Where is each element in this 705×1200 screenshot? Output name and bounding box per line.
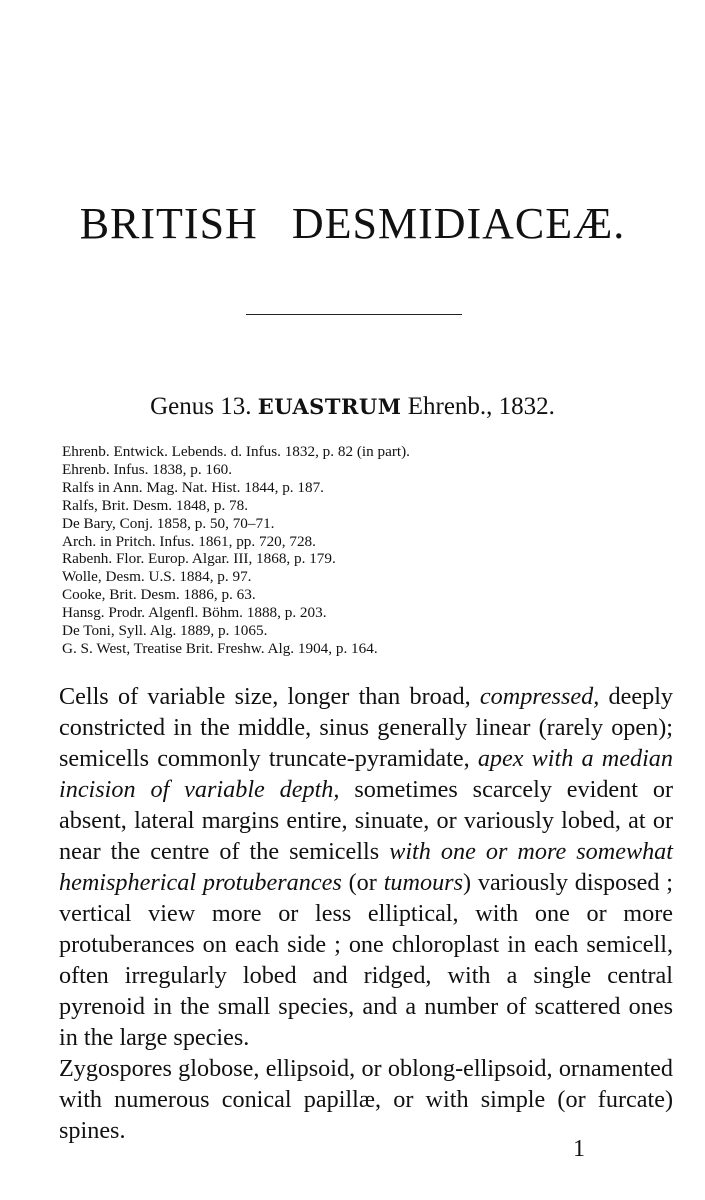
- zygospore-paragraph: Zygospores globose, ellipsoid, or oblong-ellipsoid, ornamented with numerous conical papillæ, or with simple (or furcate) spines.: [59, 1055, 673, 1144]
- italic-run: apex with a median incision of variable depth,: [59, 745, 673, 803]
- genus-author: Ehrenb., 1832.: [407, 393, 555, 420]
- reference-item: G. S. West, Treatise Brit. Freshw. Alg. 1904, p. 164.: [62, 639, 378, 657]
- reference-item: Cooke, Brit. Desm. 1886, p. 63.: [62, 586, 256, 604]
- reference-item: Arch. in Pritch. Infus. 1861, pp. 720, 728.: [62, 532, 316, 550]
- description-paragraph: [59, 681, 673, 1053]
- description-text: [59, 681, 673, 1146]
- reference-item: Ralfs, Brit. Desm. 1848, p. 78.: [62, 496, 249, 514]
- reference-item: Ehrenb. Infus. 1838, p. 160.: [62, 460, 232, 478]
- page-number: 1: [573, 1136, 585, 1162]
- title-divider: [246, 314, 462, 315]
- genus-prefix: Genus 13.: [150, 393, 252, 420]
- reference-item: Hansg. Prodr. Algenfl. Böhm. 1888, p. 203.: [62, 604, 327, 622]
- genus-heading: [0, 393, 705, 421]
- genus-name: EUASTRUM: [257, 394, 402, 419]
- text-run: (or: [348, 869, 377, 896]
- text-run: deeply constricted in the middle, sinus generally linear (rarely open); semicells commonly truncate-pyramidate,: [59, 683, 674, 772]
- italic-run: with one or more somewhat hemispherical protuberances: [59, 838, 673, 896]
- reference-item: De Toni, Syll. Alg. 1889, p. 1065.: [62, 622, 268, 640]
- text-run: ) variously disposed ; vertical view more or less elliptical, with one or more protuberances on each side ; one chloroplast in each semicell, often irregularly lobed and ridged, with a single central pyrenoid in the small species, and a number of scattered ones in the large species.: [59, 869, 674, 1051]
- reference-item: Wolle, Desm. U.S. 1884, p. 97.: [62, 568, 252, 586]
- italic-run: compressed,: [479, 683, 600, 710]
- text-run: sometimes scarcely evident or absent, lateral margins entire, sinuate, or variously lobed, at or near the centre of the semicells: [59, 776, 674, 865]
- reference-item: Rabenh. Flor. Europ. Algar. III, 1868, p. 179.: [62, 550, 336, 568]
- text-run: Cells of variable size, longer than broad,: [59, 683, 471, 710]
- italic-run: tumours: [383, 869, 463, 896]
- reference-item: Ralfs in Ann. Mag. Nat. Hist. 1844, p. 187.: [62, 478, 324, 496]
- page-title: BRITISH DESMIDIACEÆ.: [79, 199, 626, 248]
- reference-list: [62, 443, 662, 658]
- reference-item: De Bary, Conj. 1858, p. 50, 70–71.: [62, 514, 275, 532]
- reference-item: Ehrenb. Entwick. Lebends. d. Infus. 1832, p. 82 (in part).: [62, 443, 410, 460]
